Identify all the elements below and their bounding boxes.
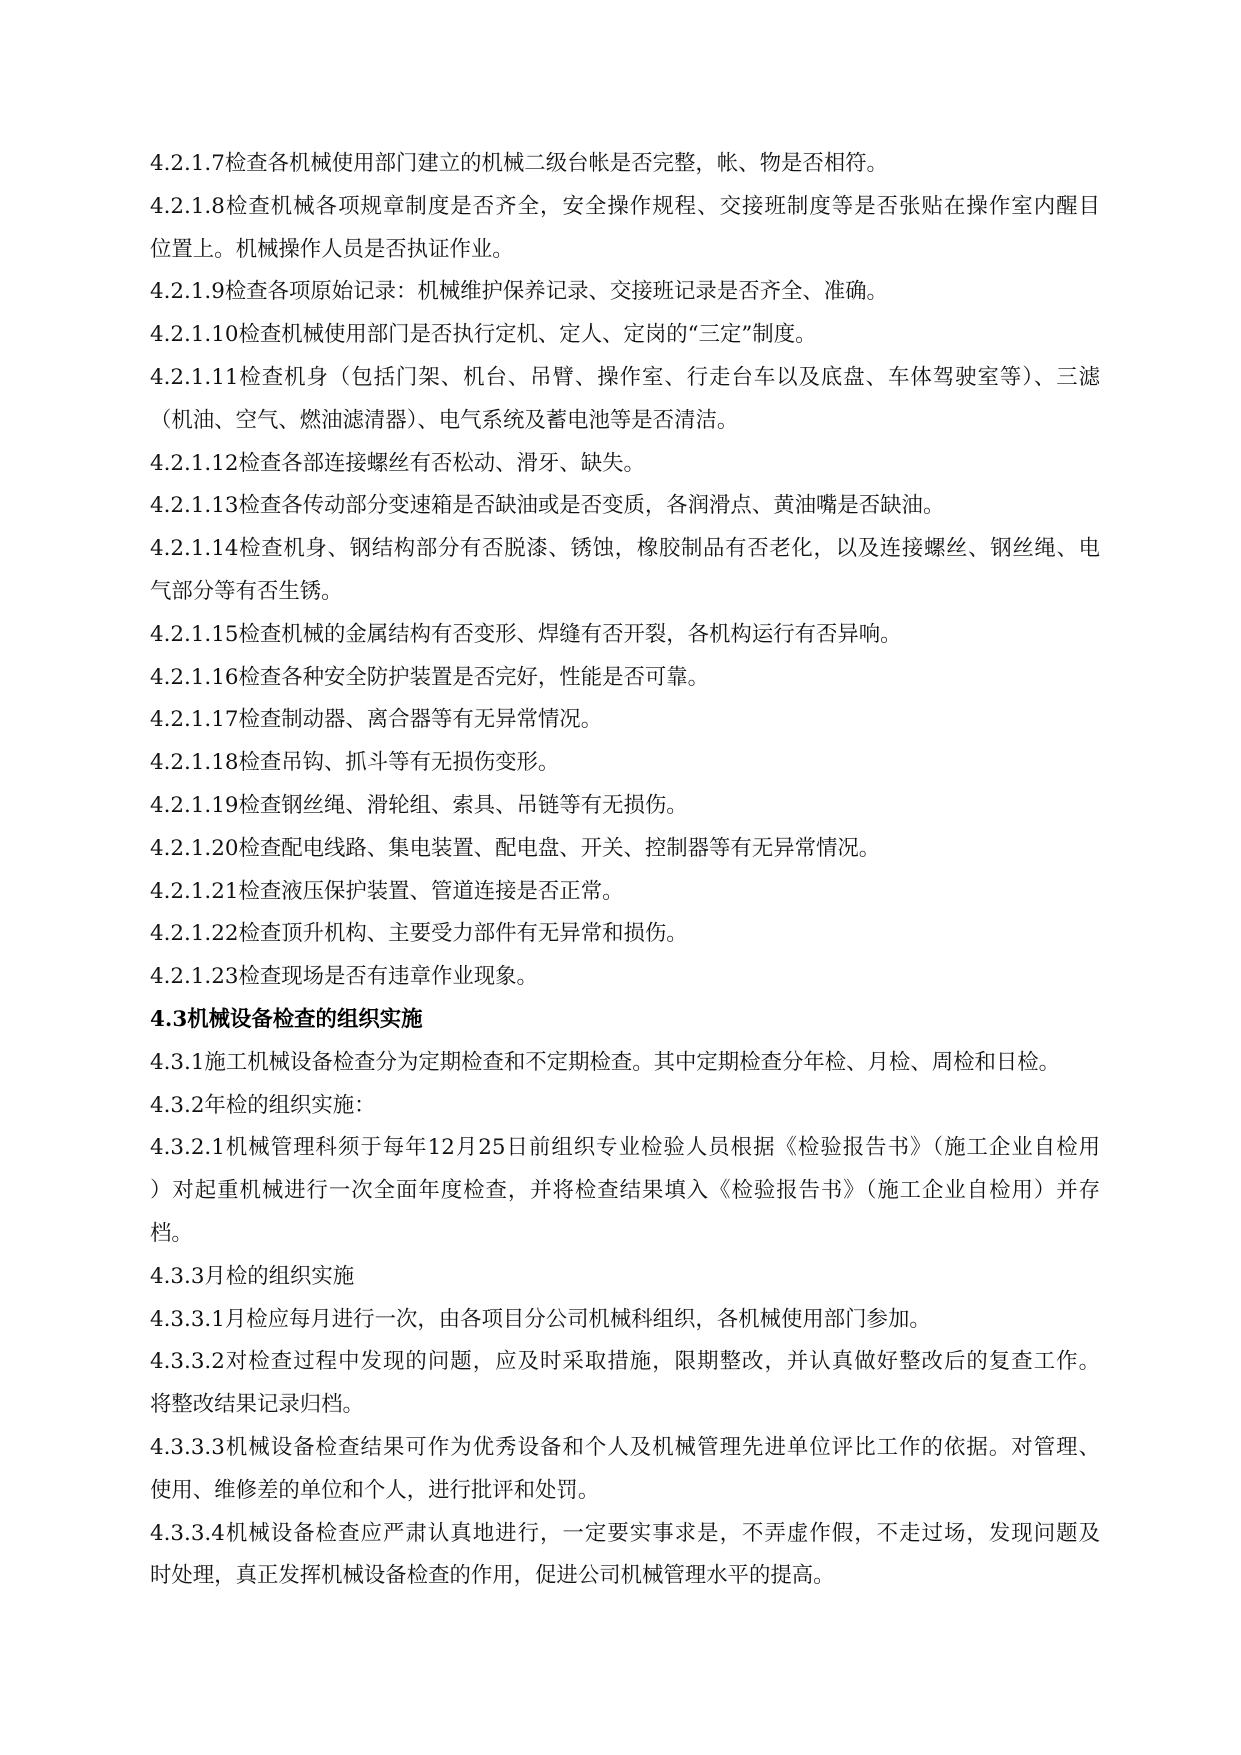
- paragraph-line: 4.2.1.20检查配电线路、集电装置、配电盘、开关、控制器等有无异常情况。: [150, 835, 881, 861]
- paragraph-line: 4.2.1.18检查吊钩、抓斗等有无损伤变形。: [150, 750, 560, 776]
- paragraph-line: 4.2.1.21检查液压保护装置、管道连接是否正常。: [150, 878, 624, 904]
- paragraph-line: 4.2.1.11检查机身（包括门架、机台、吊臂、操作室、行走台车以及底盘、车体驾驶室等）、三滤: [150, 364, 1100, 390]
- paragraph-line: 4.2.1.19检查钢丝绳、滑轮组、索具、吊链等有无损伤。: [150, 792, 688, 818]
- paragraph-line: 时处理，真正发挥机械设备检查的作用，促进公司机械管理水平的提高。: [150, 1563, 835, 1589]
- paragraph-line: （机油、空气、燃油滤清器）、电气系统及蓄电池等是否清洁。: [150, 407, 739, 433]
- paragraph-line: 4.2.1.14检查机身、钢结构部分有否脱漆、锈蚀，橡胶制品有否老化，以及连接螺丝、钢丝绳、电: [150, 536, 1100, 562]
- paragraph-line: 4.2.1.17检查制动器、离合器等有无异常情况。: [150, 707, 603, 733]
- paragraph-line: 4.3.1施工机械设备检查分为定期检查和不定期检查。其中定期检查分年检、月检、周检和日检。: [150, 1049, 1061, 1075]
- paragraph-line: 4.3.2年检的组织实施：: [150, 1092, 376, 1118]
- paragraph-line: 4.2.1.16检查各种安全防护装置是否完好，性能是否可靠。: [150, 664, 710, 690]
- paragraph-line: 4.2.1.9检查各项原始记录：机械维护保养记录、交接班记录是否齐全、准确。: [150, 279, 888, 305]
- section-heading: 4.3机械设备检查的组织实施: [150, 1006, 423, 1032]
- paragraph-line: 4.2.1.7检查各机械使用部门建立的机械二级台帐是否完整，帐、物是否相符。: [150, 151, 888, 176]
- paragraph-line: 4.3.3月检的组织实施: [150, 1263, 355, 1289]
- paragraph-line: 4.3.3.1月检应每月进行一次，由各项目分公司机械科组织，各机械使用部门参加。: [150, 1306, 931, 1332]
- paragraph-line: 4.2.1.8检查机械各项规章制度是否齐全，安全操作规程、交接班制度等是否张贴在操作室内醒目: [150, 193, 1100, 219]
- paragraph-line: ）对起重机械进行一次全面年度检查，并将检查结果填入《检验报告书》（施工企业自检用）并存: [150, 1178, 1100, 1204]
- paragraph-line: 4.3.2.1机械管理科须于每年12月25日前组织专业检验人员根据《检验报告书》（施工企业自检用: [150, 1135, 1100, 1161]
- paragraph-line: 4.3.3.2对检查过程中发现的问题，应及时采取措施，限期整改，并认真做好整改后的复查工作。: [150, 1349, 1100, 1375]
- paragraph-line: 气部分等有否生锈。: [150, 578, 343, 604]
- paragraph-line: 4.2.1.13检查各传动部分变速箱是否缺油或是否变质，各润滑点、黄油嘴是否缺油。: [150, 493, 945, 519]
- paragraph-line: 4.2.1.12检查各部连接螺丝有否松动、滑牙、缺失。: [150, 450, 645, 476]
- paragraph-line: 4.2.1.23检查现场是否有违章作业现象。: [150, 964, 538, 990]
- paragraph-line: 将整改结果记录归档。: [150, 1392, 364, 1418]
- paragraph-line: 4.2.1.10检查机械使用部门是否执行定机、定人、定岗的“三定”制度。: [150, 322, 817, 348]
- paragraph-line: 4.2.1.15检查机械的金属结构有否变形、焊缝有否开裂，各机构运行有否异响。: [150, 621, 902, 647]
- paragraph-line: 4.3.3.3机械设备检查结果可作为优秀设备和个人及机械管理先进单位评比工作的依据。对管理、: [150, 1434, 1100, 1460]
- paragraph-line: 位置上。机械操作人员是否执证作业。: [150, 236, 514, 262]
- paragraph-line: 4.3.3.4机械设备检查应严肃认真地进行，一定要实事求是，不弄虚作假，不走过场，发现问题及: [150, 1520, 1100, 1546]
- paragraph-line: 档。: [150, 1220, 193, 1246]
- paragraph-line: 4.2.1.22检查顶升机构、主要受力部件有无异常和损伤。: [150, 921, 688, 947]
- document-body: [150, 143, 1100, 1598]
- paragraph-line: 使用、维修差的单位和个人，进行批评和处罚。: [150, 1477, 600, 1503]
